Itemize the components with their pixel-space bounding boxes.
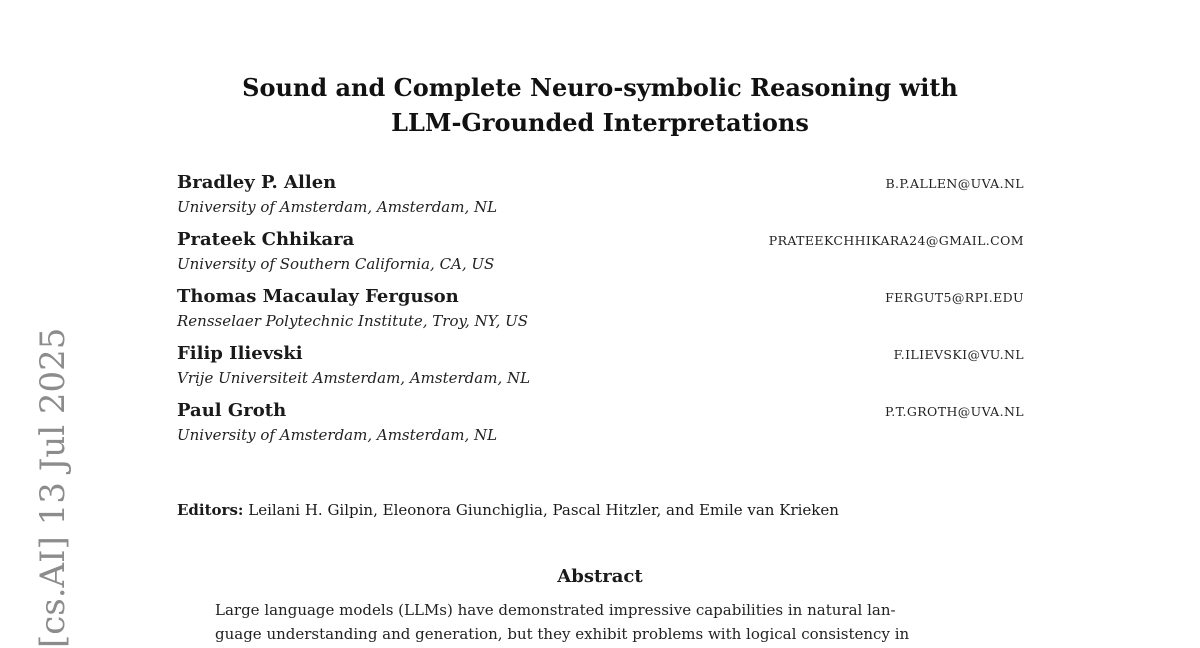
title-line-2: LLM-Grounded Interpretations (391, 108, 809, 137)
author-name: Filip Ilievski (177, 343, 303, 364)
author-affiliation: Vrije Universiteit Amsterdam, Amsterdam, NL (177, 369, 531, 387)
arxiv-side-stamp: [cs.AI] 13 Jul 2025 (33, 327, 73, 648)
author-affiliation: University of Southern California, CA, US (177, 255, 495, 273)
author-affiliation: University of Amsterdam, Amsterdam, NL (177, 426, 498, 444)
author-entry (177, 172, 1024, 229)
author-name: Paul Groth (177, 400, 287, 421)
author-name: Prateek Chhikara (177, 229, 355, 250)
title-line-1: Sound and Complete Neuro-symbolic Reasoning with (242, 73, 958, 102)
paper-title (0, 70, 1200, 140)
author-name: Bradley P. Allen (177, 172, 337, 193)
author-entry (177, 286, 1024, 343)
author-entry (177, 400, 1024, 457)
editors-line (177, 499, 839, 521)
abstract-line-2: guage understanding and generation, but they exhibit problems with logical consistency in (215, 625, 910, 643)
editors-names: Leilani H. Gilpin, Eleonora Giunchiglia, Pascal Hitzler, and Emile van Krieken (248, 501, 839, 519)
abstract-heading: Abstract (557, 566, 643, 587)
author-email: PRATEEKCHHIKARA24@GMAIL.COM (768, 233, 1024, 248)
abstract-body (215, 598, 990, 646)
author-email: B.P.ALLEN@UVA.NL (885, 176, 1024, 191)
author-affiliation: Rensselaer Polytechnic Institute, Troy, NY, US (177, 312, 529, 330)
author-list (177, 172, 1024, 457)
author-entry (177, 229, 1024, 286)
author-email: FERGUT5@RPI.EDU (885, 290, 1024, 305)
author-affiliation: University of Amsterdam, Amsterdam, NL (177, 198, 498, 216)
author-email: P.T.GROTH@UVA.NL (884, 404, 1024, 419)
author-name: Thomas Macaulay Ferguson (177, 286, 459, 307)
editors-label: Editors: (177, 501, 244, 519)
author-email: F.ILIEVSKI@VU.NL (893, 347, 1024, 362)
abstract-line-1: Large language models (LLMs) have demonstrated impressive capabilities in natural lan- (215, 601, 896, 619)
author-entry (177, 343, 1024, 400)
